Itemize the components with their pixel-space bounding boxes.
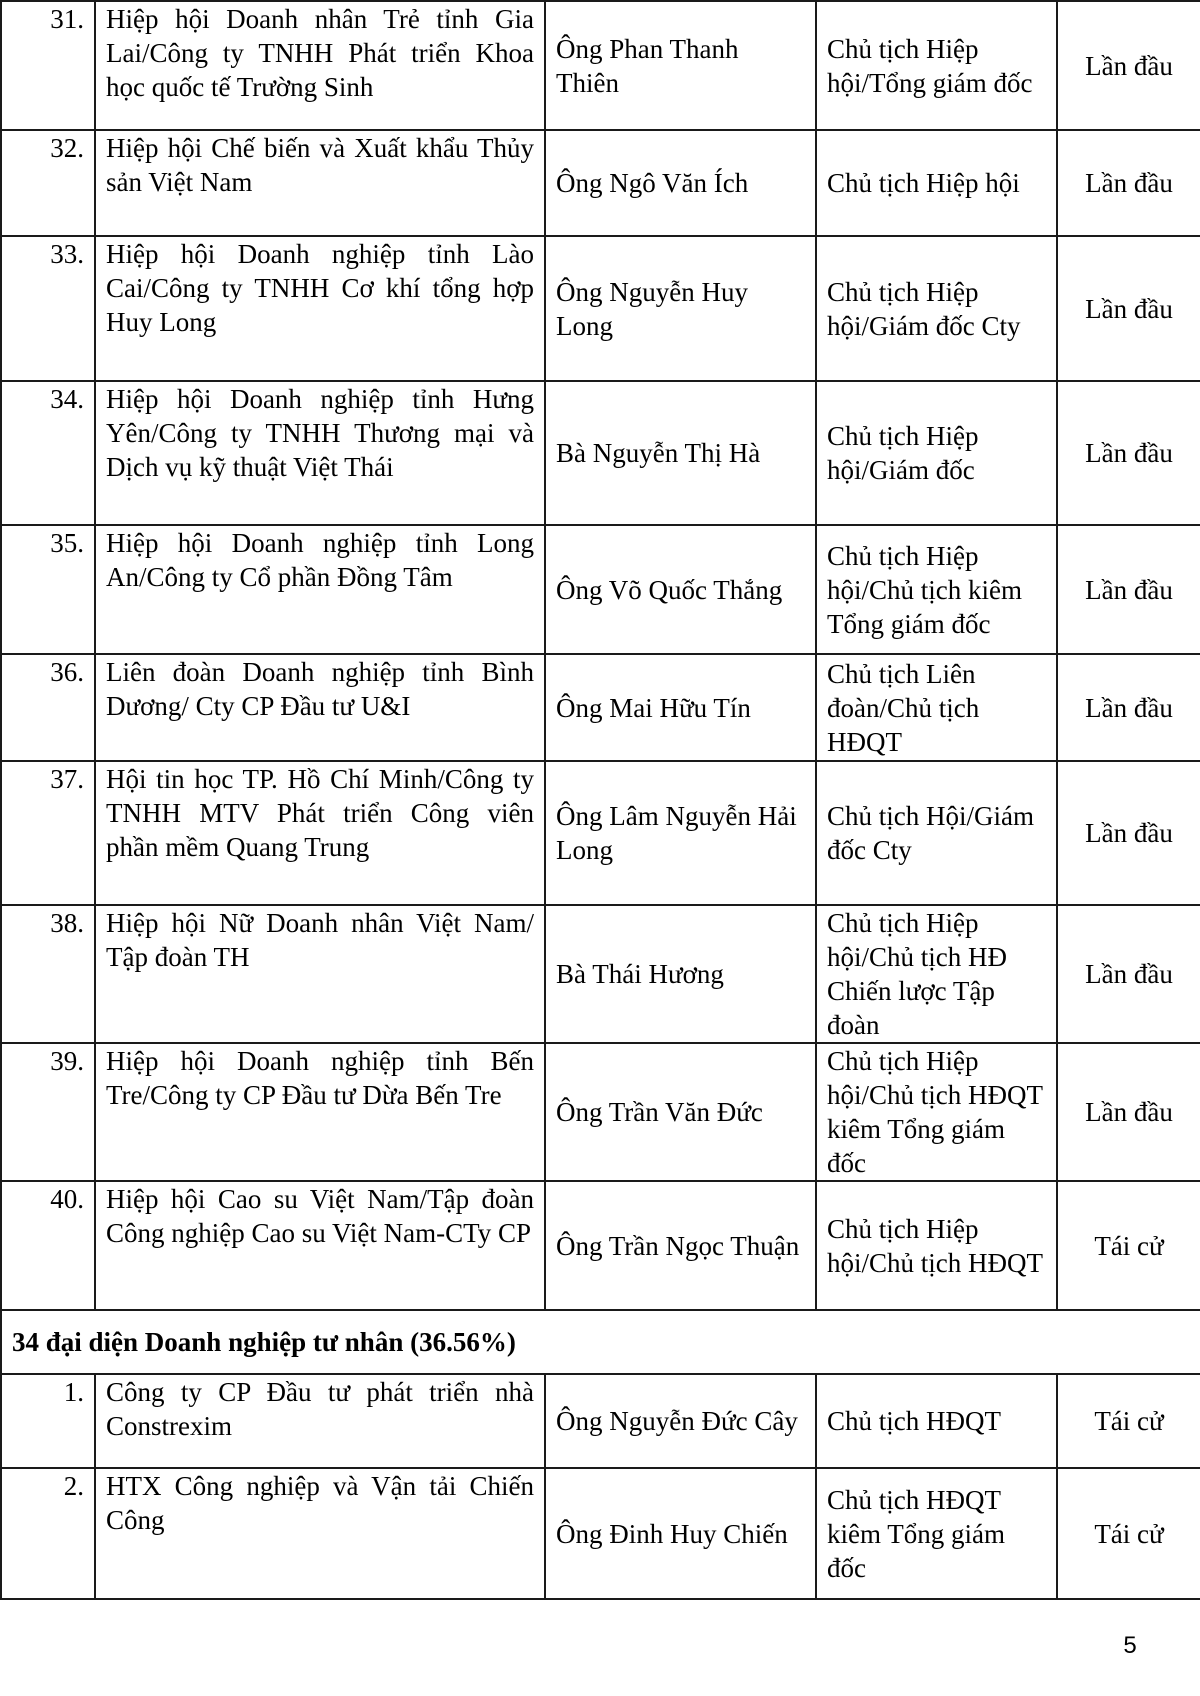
- row-number: 37.: [1, 761, 95, 905]
- section-heading-row: [1, 1310, 1200, 1374]
- representative-name: Ông Trần Ngọc Thuận: [545, 1181, 816, 1310]
- table-row: [1, 381, 1200, 525]
- representative-name: Ông Đinh Huy Chiến: [545, 1468, 816, 1599]
- table-row: [1, 1, 1200, 130]
- representative-name: Ông Nguyễn Huy Long: [545, 236, 816, 381]
- organization-name: Liên đoàn Doanh nghiệp tỉnh Bình Dương/ Cty CP Đầu tư U&I: [95, 654, 545, 761]
- representative-name: Ông Nguyễn Đức Cây: [545, 1374, 816, 1468]
- organization-name: Hội tin học TP. Hồ Chí Minh/Công ty TNHH MTV Phát triển Công viên phần mềm Quang Trung: [95, 761, 545, 905]
- position-title: Chủ tịch Hiệp hội/Chủ tịch HĐ Chiến lược Tập đoàn: [816, 905, 1057, 1043]
- table-row: [1, 1374, 1200, 1468]
- representative-name: Bà Nguyễn Thị Hà: [545, 381, 816, 525]
- representative-name: Bà Thái Hương: [545, 905, 816, 1043]
- term-status: Lần đầu: [1057, 381, 1200, 525]
- organization-name: Hiệp hội Doanh nghiệp tỉnh Long An/Công ty Cổ phần Đồng Tâm: [95, 525, 545, 654]
- position-title: Chủ tịch Hiệp hội/Chủ tịch HĐQT: [816, 1181, 1057, 1310]
- term-status: Lần đầu: [1057, 905, 1200, 1043]
- term-status: Lần đầu: [1057, 1043, 1200, 1181]
- representative-name: Ông Trần Văn Đức: [545, 1043, 816, 1181]
- term-status: Tái cử: [1057, 1181, 1200, 1310]
- row-number: 40.: [1, 1181, 95, 1310]
- table-row: [1, 1181, 1200, 1310]
- representative-name: Ông Lâm Nguyễn Hải Long: [545, 761, 816, 905]
- organization-name: Hiệp hội Doanh nghiệp tỉnh Bến Tre/Công ty CP Đầu tư Dừa Bến Tre: [95, 1043, 545, 1181]
- row-number: 2.: [1, 1468, 95, 1599]
- row-number: 1.: [1, 1374, 95, 1468]
- representative-name: Ông Phan Thanh Thiên: [545, 1, 816, 130]
- term-status: Lần đầu: [1057, 236, 1200, 381]
- representative-name: Ông Võ Quốc Thắng: [545, 525, 816, 654]
- row-number: 34.: [1, 381, 95, 525]
- row-number: 38.: [1, 905, 95, 1043]
- table-row: [1, 236, 1200, 381]
- page-number: 5: [1123, 1632, 1137, 1659]
- organization-name: Hiệp hội Doanh nghiệp tỉnh Hưng Yên/Công ty TNHH Thương mại và Dịch vụ kỹ thuật Việt Thái: [95, 381, 545, 525]
- table-row: [1, 761, 1200, 905]
- term-status: Lần đầu: [1057, 130, 1200, 236]
- row-number: 31.: [1, 1, 95, 130]
- table-row: [1, 654, 1200, 761]
- row-number: 35.: [1, 525, 95, 654]
- position-title: Chủ tịch Hiệp hội/Tổng giám đốc: [816, 1, 1057, 130]
- term-status: Lần đầu: [1057, 761, 1200, 905]
- term-status: Lần đầu: [1057, 525, 1200, 654]
- position-title: Chủ tịch Liên đoàn/Chủ tịch HĐQT: [816, 654, 1057, 761]
- organization-name: Hiệp hội Doanh nghiệp tỉnh Lào Cai/Công ty TNHH Cơ khí tổng hợp Huy Long: [95, 236, 545, 381]
- table-row: [1, 1468, 1200, 1599]
- section-heading: [1, 1310, 1200, 1374]
- row-number: 36.: [1, 654, 95, 761]
- term-status: Lần đầu: [1057, 1, 1200, 130]
- position-title: Chủ tịch Hiệp hội: [816, 130, 1057, 236]
- table-row: [1, 525, 1200, 654]
- row-number: 32.: [1, 130, 95, 236]
- representative-name: Ông Mai Hữu Tín: [545, 654, 816, 761]
- organization-name: HTX Công nghiệp và Vận tải Chiến Công: [95, 1468, 545, 1599]
- position-title: Chủ tịch Hiệp hội/Chủ tịch kiêm Tổng giám đốc: [816, 525, 1057, 654]
- organization-name: Công ty CP Đầu tư phát triển nhà Constrexim: [95, 1374, 545, 1468]
- organization-name: Hiệp hội Chế biến và Xuất khẩu Thủy sản Việt Nam: [95, 130, 545, 236]
- term-status: Tái cử: [1057, 1374, 1200, 1468]
- row-number: 33.: [1, 236, 95, 381]
- table-row: [1, 130, 1200, 236]
- organization-name: Hiệp hội Cao su Việt Nam/Tập đoàn Công nghiệp Cao su Việt Nam-CTy CP: [95, 1181, 545, 1310]
- term-status: Lần đầu: [1057, 654, 1200, 761]
- row-number: 39.: [1, 1043, 95, 1181]
- section-heading-text: 34 đại diện Doanh nghiệp tư nhân: [12, 1327, 404, 1357]
- organization-name: Hiệp hội Doanh nhân Trẻ tỉnh Gia Lai/Công ty TNHH Phát triển Khoa học quốc tế Trường Sinh: [95, 1, 545, 130]
- representative-name: Ông Ngô Văn Ích: [545, 130, 816, 236]
- position-title: Chủ tịch Hội/Giám đốc Cty: [816, 761, 1057, 905]
- table-row: [1, 1043, 1200, 1181]
- position-title: Chủ tịch Hiệp hội/Chủ tịch HĐQT kiêm Tổng giám đốc: [816, 1043, 1057, 1181]
- table-row: [1, 905, 1200, 1043]
- position-title: Chủ tịch Hiệp hội/Giám đốc: [816, 381, 1057, 525]
- position-title: Chủ tịch HĐQT: [816, 1374, 1057, 1468]
- position-title: Chủ tịch Hiệp hội/Giám đốc Cty: [816, 236, 1057, 381]
- term-status: Tái cử: [1057, 1468, 1200, 1599]
- section-heading-percent: (36.56%): [410, 1327, 516, 1357]
- organization-name: Hiệp hội Nữ Doanh nhân Việt Nam/ Tập đoàn TH: [95, 905, 545, 1043]
- position-title: Chủ tịch HĐQT kiêm Tổng giám đốc: [816, 1468, 1057, 1599]
